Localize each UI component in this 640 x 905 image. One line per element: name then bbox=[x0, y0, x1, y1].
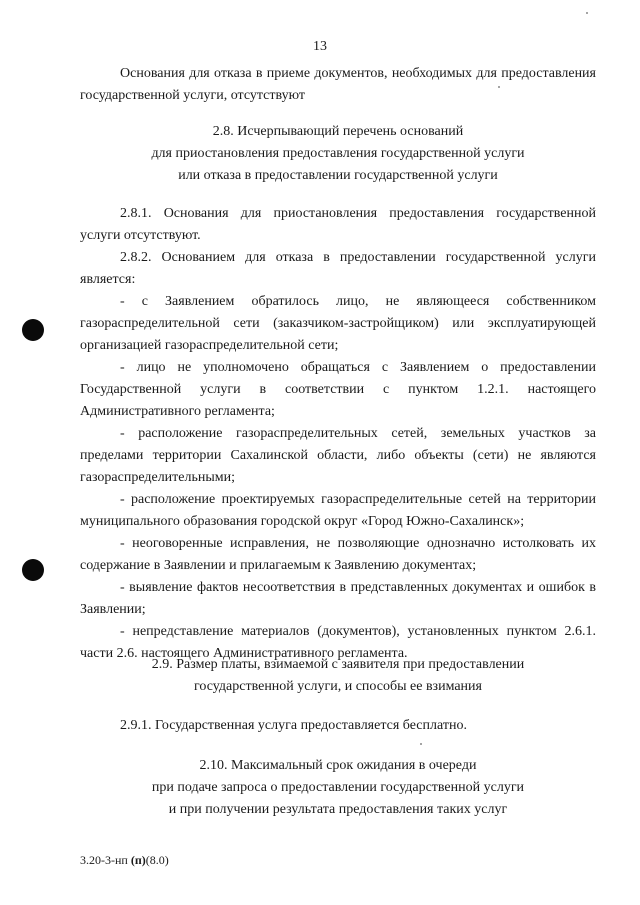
paragraph-2-8-1: 2.8.1. Основания для приостановления предоставления государственной услуги отсутствуют. bbox=[80, 206, 596, 243]
heading-line: для приостановления предоставления государственной услуги bbox=[151, 146, 525, 161]
punch-hole-bottom bbox=[22, 559, 44, 581]
document-code-prefix: 3.20-3-нп bbox=[80, 853, 128, 867]
refusal-item: - выявление фактов несоответствия в представленных документах и ошибок в Заявлении; bbox=[80, 580, 596, 617]
heading-line: 2.9. Размер платы, взимаемой с заявителя при предоставлении bbox=[151, 657, 525, 672]
punch-hole-top bbox=[22, 319, 44, 341]
document-code-suffix: (8.0) bbox=[145, 853, 169, 867]
heading-line: или отказа в предоставлении государственной услуги bbox=[178, 168, 498, 183]
heading-line: 2.8. Исчерпывающий перечень оснований bbox=[212, 124, 464, 139]
document-code-bold: (п) bbox=[130, 853, 146, 867]
refusal-item: - неоговоренные исправления, не позволяющие однозначно истолковать их содержание в Заявлении и прилагаемым к Заявлению документах; bbox=[80, 536, 596, 573]
page-number: 13 bbox=[313, 39, 327, 54]
scan-speck bbox=[498, 86, 500, 88]
refusal-item: - с Заявлением обратилось лицо, не являющееся собственником газораспределительной сети (заказчиком-застройщиком) или эксплуатирующей организацией газораспределительной сети; bbox=[80, 294, 596, 353]
paragraph-2-9-1: 2.9.1. Государственная услуга предоставляется бесплатно. bbox=[120, 718, 467, 733]
heading-line: и при получении результата предоставления таких услуг bbox=[168, 802, 508, 817]
heading-line: при подаче запроса о предоставлении государственной услуги bbox=[151, 780, 525, 795]
paragraph-2-8-2: 2.8.2. Основанием для отказа в предоставлении государственной услуги является: bbox=[80, 250, 596, 287]
scan-speck bbox=[586, 12, 588, 14]
section-2-10-heading bbox=[80, 755, 596, 821]
document-code bbox=[80, 853, 169, 868]
intro-paragraph bbox=[80, 63, 596, 107]
section-2-9-body bbox=[80, 715, 596, 737]
heading-line: 2.10. Максимальный срок ожидания в очереди bbox=[199, 758, 477, 773]
intro-text: Основания для отказа в приеме документов, необходимых для предоставления государственной услуги, отсутствуют bbox=[80, 66, 596, 103]
refusal-item: - непредставление материалов (документов), установленных пунктом 2.6.1. части 2.6. настоящего Административного регламента. bbox=[80, 624, 596, 661]
heading-line: государственной услуги, и способы ее взимания bbox=[194, 679, 482, 694]
refusal-item: - лицо не уполномочено обращаться с Заявлением о предоставлении Государственной услуги в соответствии с пунктом 1.2.1. настоящего Административного регламента; bbox=[80, 360, 596, 419]
section-2-8-heading bbox=[80, 121, 596, 187]
refusal-item: - расположение проектируемых газораспределительные сетей на территории муниципального образования городской округ «Город Южно-Сахалинск»; bbox=[80, 492, 596, 529]
scan-speck bbox=[420, 743, 422, 745]
refusal-item: - расположение газораспределительных сетей, земельных участков за пределами территории Сахалинской области, либо объекты (сети) не являются газораспределительными; bbox=[80, 426, 596, 485]
section-2-9-heading bbox=[80, 654, 596, 698]
section-2-8-body bbox=[80, 203, 596, 665]
